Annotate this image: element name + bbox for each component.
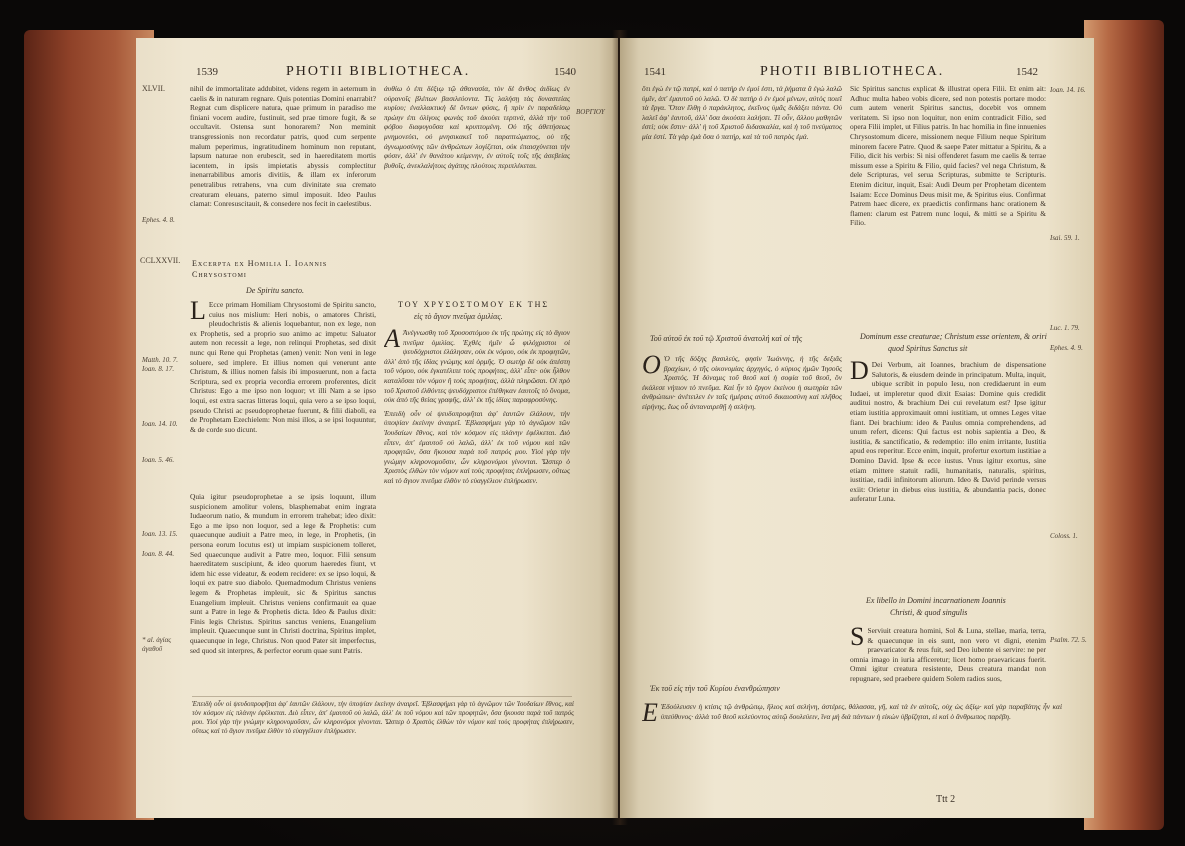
drop-cap-epsilon: Ε [642, 702, 658, 727]
greek-paragraph: Ἐδούλευσεν ἡ κτίσις τῷ ἀνθρώπῳ, ἥλιος καὶ σελήνη, ἀστέρες, θάλασσα, γῆ, καὶ τὰ ἐν αὐτοῖς, οὐχ ὡς ἀξίῳ· καὶ γὰρ παραβάτης ἦν καὶ ὑπεύθυνος· ἀλλὰ τοῦ θεοῦ κελεύοντος αὐτῷ δουλεύειν, ἵνα μὴ διὰ πάντων ἡ εἰκὼν ὑβρίζηται, εἰ καὶ ὁ ἄνθρωπος παρέβη. [660, 702, 1062, 721]
footnote-rule [192, 696, 572, 697]
margin-note-ephes-4-9: Ephes. 4. 9. [1050, 344, 1083, 352]
greek-column-top [384, 84, 570, 260]
right-cover-edge [1084, 20, 1164, 830]
right-page [620, 38, 1094, 818]
heading-dominus-sub: quod Spiritus Sanctus sit [888, 344, 968, 353]
greek-right-heading: Τοῦ αὐτοῦ ἐκ τοῦ τῷ Χριστοῦ ἀνατολή καὶ οἱ τῆς [650, 334, 803, 343]
greek-paragraph: Ἐπειδὴ οὖν οἱ ψευδοπροφῆται ἀφ' ἑαυτῶν ἐλάλουν, τὴν ὑποψίαν ἐκείνην ἀναιρεῖ. Ἐβλασφήμει γὰρ τὸ ἀγνῶμον τῶν Ἰουδαίων ἔθνος, καὶ τὸν κόσμον εἰς πλάνην ἐφέλκεται. Διὸ εἶπεν, ἀπ' ἐμαυτοῦ οὐ λαλῶ, ἀλλ' ἐκ τοῦ νόμου καὶ τῶν προφητῶν, ὅσα ἤκουσα παρὰ τοῦ πατρός μου. Υἱοὶ γὰρ τὴν γνώμην κληρονομοῦσιν, ὧν κληρονόμοι γίνονται. Ὥσπερ ὁ Χριστὸς ἐλθὼν τὸν νόμον καὶ τοὺς προφήτας ἐπλήρωσεν, οὕτως καὶ τὸ ἅγιον πνεῦμα ἐλθὸν τὸ εὐαγγέλιον ἐπλήρωσεν. [192, 700, 574, 735]
greek-column-mid [384, 328, 570, 690]
drop-cap-greek: Α [384, 328, 400, 353]
latin-paragraph: nihil de immortalitate addubitet, videns regem in aeternum in caelis & in naturam regnare. Quis potentias Domini enarrabit? Regnat cum displicere natura, quae primum in paradiso me finiani vocem audire, fustinuit, sed prae timore fugit, & se occultavit. Ostensa sunt honorarem? Non meminit transgressionis non recordatur patris, quod cum serpente malum peperimus, ingratitudinem hominum non reputant, lapsum naturae non erubescit, sed in haereditatem mortis iacentem, in ipsis impietatis abyssis complectitur inenarrabilibus amoris divitiis, & illam ex inferorum penetralibus retrahens, vna cum divinitate sua cremato creaturam eleuans, paterno simul imposuit. Ideo Paulus clamat: Conresuscitauit, & consedere nos fecit in caelestibus. [190, 84, 376, 209]
left-cover-edge [24, 30, 154, 820]
running-head-left: PHOTII BIBLIOTHECA. [286, 64, 471, 79]
greek-footer-block [192, 700, 574, 810]
greek-paragraph: ὅτι ἐγὼ ἐν τῷ πατρὶ, καὶ ὁ πατὴρ ἐν ἐμοί ἐστι, τὰ ῥήματα ἃ ἐγὼ λαλῶ ὑμῖν, ἀπ' ἐμαυτοῦ οὐ λαλῶ. Ὁ δὲ πατὴρ ὁ ἐν ἐμοὶ μένων, αὐτὸς ποιεῖ τὰ ἔργα. Ὅταν ἔλθῃ ὁ παράκλητος, ἐκεῖνος ὑμᾶς διδάξει πάντα. Οὐ λαλεῖ ἀφ' ἑαυτοῦ, ἀλλ' ὅσα ἀκούσει λαλήσει. Τί οὖν, ἄλλου μαθητῶν ἐστί; οὐκ ἔστιν· ἀλλ' ἡ τοῦ Χριστοῦ διδασκαλία, καὶ ἡ τοῦ πνεύματος μία ἐστί. Τὰ γὰρ ἐμὰ ὅσα ὁ πατήρ, καὶ τὰ τοῦ πατρὸς ἐμά. [642, 84, 842, 141]
latin-column-right-bottom [850, 626, 1046, 698]
greek-paragraph: ἀυθίω ὁ ἐπι δέξιῳ τῷ ἀθανασία, τὸν δὲ ἄνθος ἀιδίως ἐν οὐρανοῖς βλέπων βασιλεύοντα. Τίς λαλήσῃ τὰς δυναστείας κυρίου; ἐναλλακτικὴ δὲ ὄντων φύσις, ἣ πρὶν ἐν παραδείσῳ πρώην ἐπι ὀλίγοις φωνὰς τοῦ ἀκούει τερπνά, ἀλλὰ τὴν τοῦ φόβου διαφυγοῦσα καὶ κρυπτομένη. Οὐ τῆς ἀθετήσεως μνημονεύει, οὐ μνησικακεῖ τοῦ παραπτώματος, οὐ τῆς ἀγνωμοσύνης τῶν ἀνθρώπων λογίζεται, οὐκ ἐπαισχύνεται τὴν φύσιν, ἀλλ' ἐν θανάτου κείμενην, ἐν αὐτοῖς τοῖς τῆς ἀσεβείας βυθοῖς, ἀνεκλαλήτοις ἀγάπης πλούτοις περιπλέκεται. [384, 84, 570, 170]
page-number-1542: 1542 [1016, 66, 1038, 78]
latin-paragraph: Quia igitur pseudoprophetae a se ipsis loquunt, illum suspicionem amolitur volens, blasphemabat enim ingrata Iudaeorum natio, & mundum in errorem trahebat; ideo dixit: Ego a me ipso non loquor, sed a lege & Prophetis: cum quaecunque audiuit a Patre meo, in lege, in Prophetis, (in persona eorum locutus est) ut impiam suspicionem tolleret, Sed quaecunque audivit a Patre meo, loquor. Filii sensum haereditatem suscipiunt, & ideo quorum haeredes fiunt, vt idem hic esse videatur, & eodem recidere: ex se ipso loqui, & loqui ex patre suo diabolo. Quemadmodum Christus veniens legem & Prophetas impleuit, sic & Spiritus sanctus Euangelium impleuit. Christus veniens confirmauit ea quae sunt a Patre in lege & Prophetis dicta. Ideo & Paulus dixit: Finis legis Christus. Spiritus sanctus veniens, Euangelium impleuit. Quaecunque sunt in Christi doctrina, Spiritus implet, quaecunque in lege, Christus. Non quod Pater sit imperfectus, sed quod sit interpres, & perfector eorum quae sunt Patris. [190, 492, 376, 655]
margin-note-ioan-14: Ioan. 14. 10. [142, 420, 178, 428]
greek-column-right-top [642, 84, 842, 316]
margin-note-ioan-8: Ioan. 8. 44. [142, 550, 175, 558]
heading-incarnatio-sub: Christi, & quod singulis [890, 608, 968, 617]
latin-column-mid [190, 300, 376, 490]
drop-cap-s: S [850, 626, 865, 651]
margin-note-coloss: Coloss. 1. [1050, 532, 1078, 540]
latin-paragraph: Ecce primam Homiliam Chrysostomi de Spiritu sancto, cuius nos mislium: Heri nobis, o amatores Christi, pleudochristis & alienis loquebantur, non ex lege, non ex Prophetis, sed a proprio suo animo ac impetu: Saluator autem non recessit a lege, non relinqui Prophetas, sed dixit nunc qui Rene qui Prophetas (amen) venit: Non veni in lege soluere, sed implere. Et illius nomen qui venerunt ante Christum, & illius nomen falsis ibi imposuerunt, non a facta Scriptura, sed ex propria vecordia errorem proferentes, dicit Christus: Ego a me ipso non loquor; vt illi Nam a se ipso loqui, est extra sacras litteras loqui, quia vero a se ipso loqui, pseudo Christi ac pseudoprophetae fuerunt, & filii diaboli, ea de Prophetam Ezechielem: Non misi illos, a se ipsi loquuntur, & de corde suo dicunt. [190, 300, 376, 434]
left-page [136, 38, 618, 818]
greek-right-heading-2: Ἐκ τοῦ εἰς τὴν τοῦ Κυρίου ἐνανθρώπησιν [650, 684, 780, 693]
margin-note-right-l: ΒΟΡΓΙΟΥ [576, 108, 605, 116]
margin-note-luc: Luc. 1. 79. [1050, 324, 1080, 332]
margin-note-isai: Isai. 59. 1. [1050, 234, 1080, 242]
margin-note-ephes: Ephes. 4. 8. [142, 216, 175, 224]
greek-bottom-block [642, 702, 1062, 786]
latin-paragraph: Serviuit creatura homini, Sol & Luna, stellae, maria, terra, & quaecunque in eis sunt, non vero vt digni, etenim praevaricator & reus fuit, sed Deo iubente ei servire: ne per omnia imago in iuria afficeretur; licet homo praevaricaus fuerit. Omni igitur creatura resistente, Deus creatura mandat non repugnare, sed praebere quidem Solem radios suos, [850, 626, 1046, 683]
latin-column-top [190, 84, 376, 252]
latin-paragraph: Sic Spiritus sanctus explicat & illustrat opera Filii. Et enim ait: Adhuc multa habeo vobis dicere, sed non potestis portare modo: cum autem venerit Spiritus sanctus, docebit vos omnem veritatem. Si ipso non loquitur, non enim contradicit Filio, sed opera Filii implet, ut Filius patris. In hac homilia in fine innuenies Chrysostomum dicere, missionem neque Filium neque Spiritum minorem facere Patre. Quod & saepe Pater mittatur a Spiritu, & a Filio, dicit his verbis: Si nisi offenderet fasum me caelis & terrae missum esse a Spiritu & Filio, quid facies? vel nega Christum, & dele Scripturas, vel serua Scripturas, submitte te Scripturis. Etenim dicitur, inquit, Esai: Audi Deum per Prophetam dicentem Isaiam: Ecce Dominus Deus misit me, & Spiritus eius. Confirmat Patrem haec dicere, ex praedictis confirmans hanc orationem & flamen: clarum est Patrem nunc loqui, & mitti se a Spiritu & Filio. [850, 84, 1046, 228]
latin-column-right-mid [850, 360, 1046, 596]
margin-note-ioan-14-16: Ioan. 14. 16. [1050, 86, 1086, 94]
drop-cap-l: L [190, 300, 206, 325]
heading-de-spiritu: De Spiritu sancto. [246, 286, 304, 295]
greek-column-right-mid [642, 354, 842, 654]
heading-incarnatio: Ex libello in Domini incarnationem Ioannis [866, 596, 1006, 605]
margin-note-matth: Matth. 10. 7. Ioan. 8. 17. [142, 356, 178, 373]
open-book [24, 10, 1164, 832]
margin-note-alt-reading: * al. ἀγίας ἀγαθοῦ [142, 636, 172, 653]
margin-note-ioan-5: Ioan. 5. 46. [142, 456, 175, 464]
drop-cap-d: D [850, 360, 869, 385]
codex-number-xlvii: XLVII. [142, 84, 166, 93]
heading-dominus-creaturae: Dominum esse creaturae; Christum esse orientem, & oriri [860, 332, 1047, 341]
margin-note-psalm: Psalm. 72. 5. [1050, 636, 1087, 644]
latin-column-right-top [850, 84, 1046, 316]
drop-cap-omicron: Ο [642, 354, 661, 379]
codex-number-cclxxvii: CCLXXVII. [140, 256, 181, 265]
page-number-1539: 1539 [196, 66, 218, 78]
greek-paragraph: Ἀνέγνωσθη τοῦ Χρυσοστόμου ἐκ τῆς πρώτης εἰς τὸ ἅγιον πνεῦμα ὁμιλίας. Ἐχθὲς ἡμῖν ὦ φιλόχριστοι οἱ ψευδόχριστοι ἐλάλησαν, οὐκ ἐκ νόμου, οὐκ ἐκ προφητῶν, ἀλλ' ἀπὸ τῆς ἰδίας γνώμης καὶ ὁρμῆς. Ὁ σωτὴρ δὲ οὐκ ἀπέστη τοῦ νόμου, οὐκ ἐγκατέλιπε τοὺς προφήτας, ἀλλ' εἶπε· οὐκ ἦλθον καταλῦσαι τὸν νόμον ἢ τοὺς προφήτας, ἀλλὰ πληρῶσαι. Οἱ πρὸ τοῦ Χριστοῦ ἐλθόντες ψευδόχριστοι ἐπέθηκαν ἑαυτοῖς τὸ ὄνομα, οὐκ ἀπὸ τῆς θείας γραφῆς, ἀλλ' ἐκ τῆς ἰδίας παραφροσύνης. [384, 328, 570, 405]
greek-paragraph: Ἐπειδὴ οὖν οἱ ψευδοπροφῆται ἀφ' ἑαυτῶν ἐλάλουν, τὴν ὑποψίαν ἐκείνην ἀναιρεῖ. Ἐβλασφήμει γὰρ τὸ ἀγνῶμον τῶν Ἰουδαίων ἔθνος, καὶ τὸν κόσμον εἰς πλάνην ἐφέλκεται. Διὸ εἶπεν, ἀπ' ἐμαυτοῦ οὐ λαλῶ, ἀλλ' ἐκ τοῦ νόμου καὶ τῶν προφητῶν, ὅσα ἤκουσα παρὰ τοῦ πατρός μου. Υἱοὶ γὰρ τὴν γνώμην κληρονομοῦσιν, ὧν κληρονόμοι γίνονται. Ὥσπερ ὁ Χριστὸς ἐλθὼν τὸν νόμον καὶ τοὺς προφήτας ἐπλήρωσεν, οὕτως καὶ τὸ ἅγιον πνεῦμα ἐλθὸν τὸ εὐαγγέλιον ἐπλήρωσεν. [384, 408, 570, 485]
page-number-1540: 1540 [554, 66, 576, 78]
margin-note-ioan-13: Ioan. 13. 15. [142, 530, 178, 538]
greek-subheading: εἰς τὸ ἅγιον πνεῦμα ὁμιλίας. [414, 312, 503, 321]
latin-paragraph: Dei Verbum, ait Ioannes, brachium de dispensatione Salutoris, & eiusdem deinde in principatum. Multa, inquit, ubique scribit in populo Iesu, non credidaerunt in eum Iudaei, ut impleretur quod dixit Esaias: Domine quis credidit auditui nostro, & brachium Dei cui revelatum est? Ipse igitur etiam iustitia approximauit omni iustitiam, ut omnes Leges vitae fiant. Dei brachium: ideo & Paulus omnia comprehendens, ad unum refert, dicens: Qui factus est nobis sapientia a Deo, & iustitia, & sanctificatio, & redemptio: illo enim irritante, Iustitia apud eos reperitur. Ecce enim, inquit, profertur exortum iustitiae a Domino David. Ipse & ecce iustus. Vnus igitur exortus, sine etiam mittere statuit radii, humanitatis, naturalis, spiritus, iustitiae, radii infinitorum aliorum. Ideo & David perinde versus exiit: Orietur in diebus eius iustitia, & abundantia pacis, donec auferatur Luna. [850, 360, 1046, 504]
heading-excerpta: Excerpta ex Homilia I. Ioannis Chrysostomi [192, 259, 328, 279]
greek-paragraph: Ὁ τῆς δόξης βασιλεύς, φησὶν Ἰωάννης, ἡ τῆς δεξιᾶς βραχίων, ὁ τῆς οἰκονομίας ἀρχηγός, ὁ κύριος ἡμῶν Ἰησοῦς Χριστός. Ἡ δύναμις τοῦ θεοῦ καὶ ἡ σοφία τοῦ θεοῦ, ὃν ἐκάλεσε νήπιον τὸ πνεῦμα. Καὶ ἦν τὸ ἔργον ἐκείνου ἡ σωτηρία τῶν ἀνθρώπων· ἀνέτειλεν ἐν ταῖς ἡμέραις αὐτοῦ δικαιοσύνη καὶ πλῆθος εἰρήνης, ἕως οὗ ἀνταναιρεθῇ ἡ σελήνη. [642, 354, 842, 411]
signature-mark: Ttt 2 [936, 794, 956, 805]
running-head-right: PHOTII BIBLIOTHECA. [760, 64, 945, 79]
greek-heading: ΤΟΥ ΧΡΥΣΟΣΤΟΜΟΥ ΕΚ ΤΗΣ [398, 300, 550, 309]
page-number-1541: 1541 [644, 66, 666, 78]
